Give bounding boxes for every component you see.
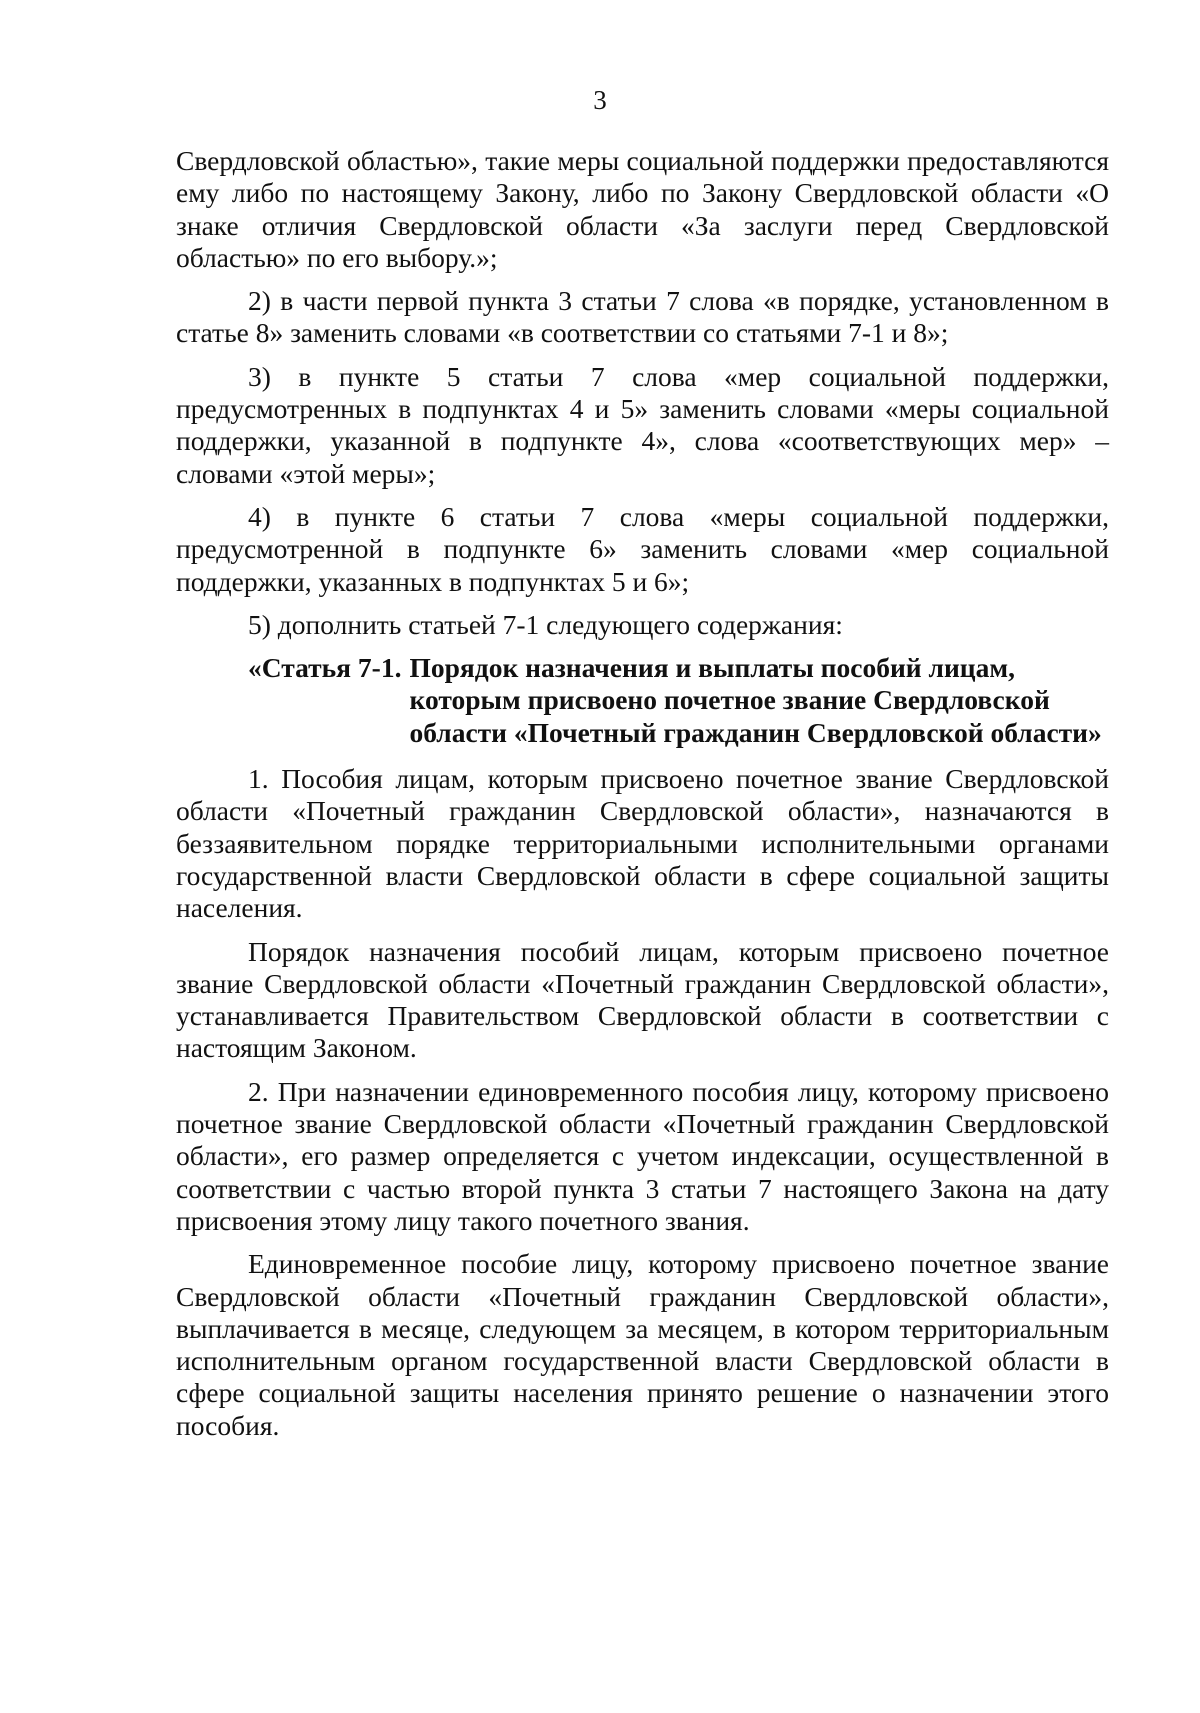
page-number: 3: [593, 85, 607, 115]
paragraph-amendment-4: 4) в пункте 6 статьи 7 слова «меры социальной поддержки, предусмотренной в подпункте 6» заменить словами «мер социальной поддержки, указанных в подпунктах 5 и 6»;: [176, 500, 1109, 597]
document-body: [176, 145, 1109, 1453]
article-title: Порядок назначения и выплаты пособий лицам, которым присвоено почетное звание Свердловской области «Почетный гражданин Свердловской области»: [409, 652, 1102, 748]
paragraph-article-clause-1: 1. Пособия лицам, которым присвоено почетное звание Свердловской области «Почетный гражданин Свердловской области», назначаются в беззаявительном порядке территориальными исполнительными органами государственной власти Свердловской области в сфере социальной защиты населения.: [176, 763, 1109, 924]
paragraph-amendment-5: 5) дополнить статьей 7-1 следующего содержания:: [248, 608, 843, 640]
paragraph-article-clause-2-payment: Единовременное пособие лицу, которому присвоено почетное звание Свердловской области «Почетный гражданин Свердловской области», выплачивается в месяце, следующем за месяцем, в котором территориальным исполнительным органом государственной власти Свердловской области в сфере социальной защиты населения принято решение о назначении этого пособия.: [176, 1248, 1109, 1441]
paragraph-amendment-3: 3) в пункте 5 статьи 7 слова «мер социальной поддержки, предусмотренных в подпунктах 4 и 5» заменить словами «меры социальной поддержки, указанной в подпункте 4», слова «соответствующих мер» – словами «этой меры»;: [176, 360, 1109, 489]
paragraph-continuation: Свердловской областью», такие меры социальной поддержки предоставляются ему либо по настоящему Закону, либо по Закону Свердловской области «О знаке отличия Свердловской области «За заслуги перед Свердловской областью» по его выбору.»;: [176, 145, 1109, 273]
paragraph-article-clause-2: 2. При назначении единовременного пособия лицу, которому присвоено почетное звание Свердловской области «Почетный гражданин Свердловской области», его размер определяется с учетом индексации, осуществленной в соответствии с частью второй пункта 3 статьи 7 настоящего Закона на дату присвоения этому лицу такого почетного звания.: [176, 1075, 1109, 1236]
article-label: «Статья 7-1.: [248, 652, 402, 684]
article-heading: [248, 652, 1109, 749]
paragraph-amendment-2: 2) в части первой пункта 3 статьи 7 слова «в порядке, установленном в статье 8» заменить словами «в соответствии со статьями 7-1 и 8»;: [176, 285, 1109, 349]
paragraph-article-clause-1-procedure: Порядок назначения пособий лицам, которым присвоено почетное звание Свердловской области «Почетный гражданин Свердловской области», устанавливается Правительством Свердловской области в соответствии с настоящим Законом.: [176, 935, 1109, 1064]
